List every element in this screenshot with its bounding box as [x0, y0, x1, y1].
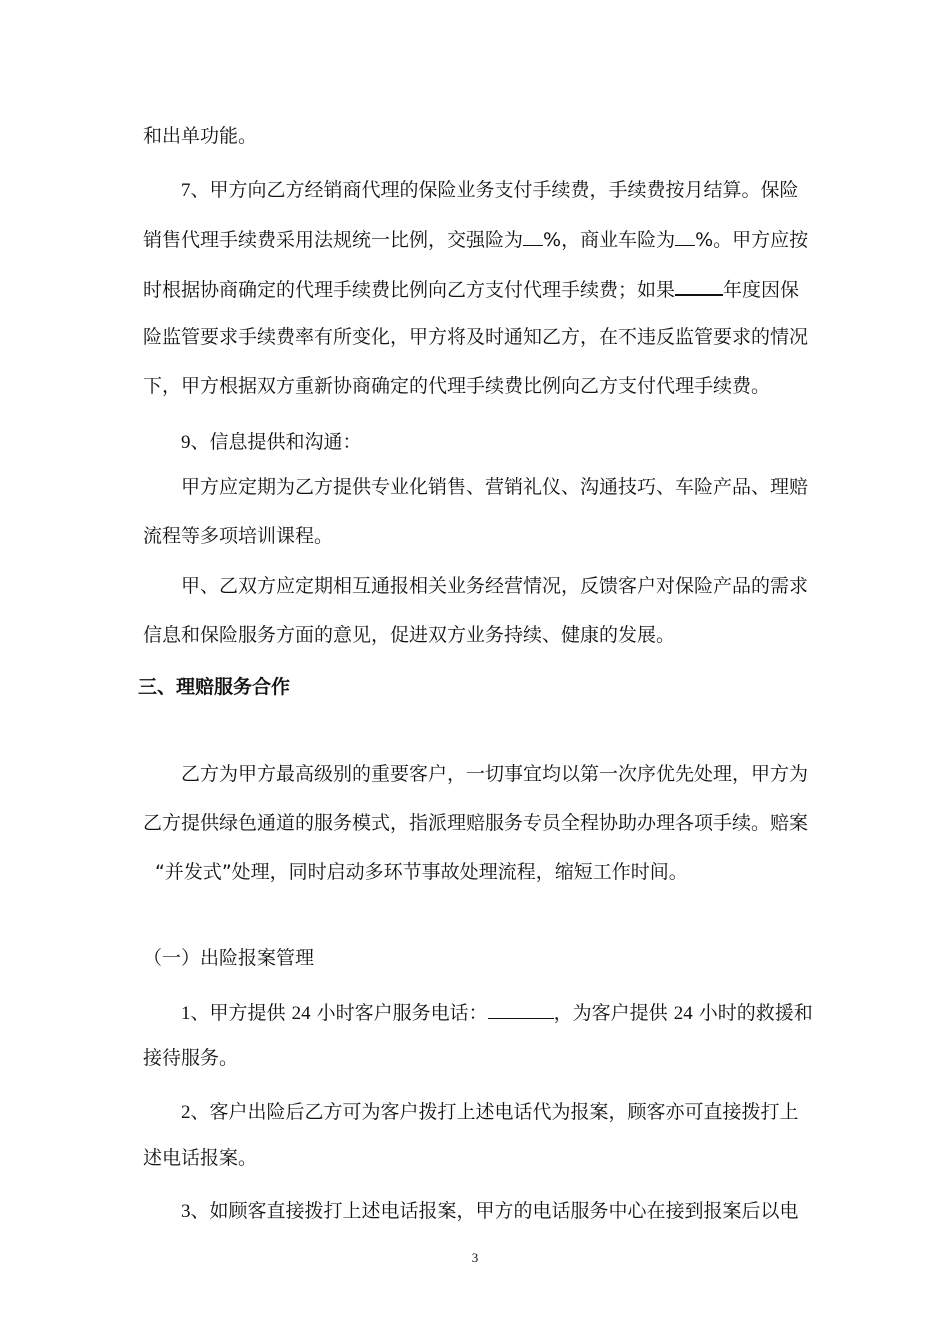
phone-number-blank	[488, 1000, 554, 1019]
clause-text: 、如顾客直接拨打上述电话报案，甲方的电话服务中心在接到报案后以电	[190, 1200, 799, 1222]
paragraph-line: 乙方为甲方最高级别的重要客户，一切事宜均以第一次序优先处理，甲方为	[181, 763, 809, 785]
paragraph-line	[181, 1199, 799, 1224]
fill-in-blank	[675, 276, 723, 296]
paragraph-line	[181, 430, 362, 455]
text-segment: %，商业车险为	[543, 229, 676, 251]
paragraph-line	[143, 276, 799, 302]
paragraph-line: 甲方应定期为乙方提供专业化销售、营销礼仪、沟通技巧、车险产品、理赔	[181, 476, 809, 498]
paragraph-line: 流程等多项培训课程。	[143, 525, 334, 547]
text-segment: 小时的救援和	[698, 1002, 813, 1024]
paragraph-line: 和出单功能。	[143, 125, 258, 147]
clause-number: 3	[181, 1201, 191, 1222]
number-segment: 24	[291, 1003, 311, 1024]
paragraph-line: “并发式”处理，同时启动多环节事故处理流程，缩短工作时间。	[155, 861, 688, 883]
text-segment: 销售代理手续费采用法规统一比例，交强险为	[143, 229, 524, 251]
paragraph-line: 乙方提供绿色通道的服务模式，指派理赔服务专员全程协助办理各项手续。赔案	[143, 812, 809, 834]
text-segment: 年度因保	[723, 279, 800, 301]
paragraph-line: 险监管要求手续费率有所变化，甲方将及时通知乙方，在不违反监管要求的情况	[143, 326, 809, 348]
paragraph-line: 甲、乙双方应定期相互通报相关业务经营情况，反馈客户对保险产品的需求	[181, 575, 809, 597]
paragraph-line: 述电话报案。	[143, 1147, 258, 1169]
text-segment: %。甲方应按	[695, 229, 809, 251]
paragraph-line: 接待服务。	[143, 1047, 239, 1069]
clause-text: 、甲方向乙方经销商代理的保险业务支付手续费，手续费按月结算。保险	[190, 179, 799, 201]
clause-text: 、信息提供和沟通：	[190, 431, 362, 453]
paragraph-line	[181, 1100, 799, 1125]
fill-in-blank	[523, 227, 543, 246]
section-heading: 三、理赔服务合作	[138, 676, 291, 698]
paragraph-line: 信息和保险服务方面的意见，促进双方业务持续、健康的发展。	[143, 624, 676, 646]
page-number: 3	[471, 1250, 479, 1265]
clause-number: 9	[181, 432, 191, 453]
clause-number: 1	[181, 1003, 191, 1024]
fill-in-blank	[675, 227, 695, 246]
text-segment: 时根据协商确定的代理手续费比例向乙方支付代理手续费；如果	[143, 279, 676, 301]
paragraph-line	[181, 1000, 813, 1026]
clause-number: 2	[181, 1102, 191, 1123]
clause-text: 、客户出险后乙方可为客户拨打上述电话代为报案，顾客亦可直接拨打上	[190, 1101, 799, 1123]
number-segment: 24	[673, 1003, 693, 1024]
text-segment: 、甲方提供	[190, 1002, 286, 1024]
text-segment: ，为客户提供	[553, 1002, 668, 1024]
text-segment: 小时客户服务电话：	[316, 1002, 488, 1024]
subsection-heading: （一）出险报案管理	[143, 947, 315, 969]
paragraph-line	[143, 227, 808, 252]
clause-number: 7	[181, 180, 191, 201]
paragraph-line	[181, 178, 799, 203]
paragraph-line: 下，甲方根据双方重新协商确定的代理手续费比例向乙方支付代理手续费。	[143, 375, 771, 397]
